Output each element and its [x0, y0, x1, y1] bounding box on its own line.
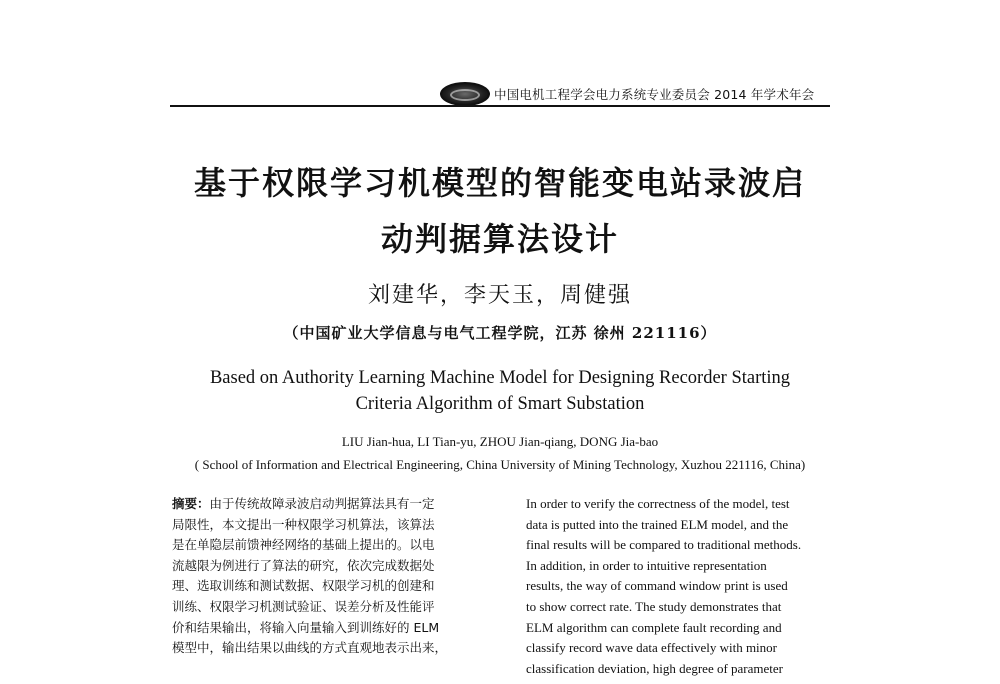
abstract-en-line: results, the way of command window print is used — [526, 578, 788, 594]
abstract-en-line: final results will be compared to traditional methods. — [526, 537, 802, 553]
abstract-zh-line: 局限性，本文提出一种权限学习机算法，该算法 — [172, 516, 435, 532]
abstract-zh-line: 模型中，输出结果以曲线的方式直观地表示出来， — [172, 640, 448, 656]
conference-header — [440, 80, 840, 108]
abstract-en-line: classification deviation, high degree of parameter — [526, 660, 784, 676]
paper-title-en-line2: Criteria Algorithm of Smart Substation — [355, 394, 645, 414]
abstract-en-line: In order to verify the correctness of the model, test — [526, 496, 790, 511]
abstract-zh-line: 是在单隐层前馈神经网络的基础上提出的。以电 — [172, 537, 435, 553]
abstract-zh-line: 理、选取训练和测试数据、权限学习机的创建和 — [172, 578, 435, 594]
abstract-en-line: to show correct rate. The study demonstrates that — [526, 598, 782, 614]
affiliation-en: ( School of Information and Electrical Engineering, China University of Mining Technology, Xuzhou 221116, China) — [194, 457, 806, 472]
abstract-label: 摘要： — [172, 496, 210, 511]
conference-logo-icon — [440, 82, 490, 106]
abstract-en — [526, 494, 834, 679]
abstract-en-line: In addition, in order to intuitive representation — [526, 557, 767, 573]
abstract-zh-line: 训练、权限学习机测试验证、误差分析及性能评 — [172, 598, 435, 614]
abstract-zh-line: 摘要：由于传统故障录波启动判据算法具有一定 — [172, 496, 435, 511]
authors-zh: 刘建华，李天玉，周健强 — [367, 283, 632, 308]
abstract-en-line: data is putted into the trained ELM model, and the — [526, 516, 789, 532]
paper-title-en-line1: Based on Authority Learning Machine Model for Designing Recorder Starting — [209, 368, 791, 388]
conference-name: 中国电机工程学会电力系统专业委员会 2014 年学术年会 — [494, 87, 815, 102]
paper-title-zh-line1: 基于权限学习机模型的智能变电站录波启 — [193, 164, 806, 202]
header-rule — [170, 105, 830, 107]
authors-en: LIU Jian-hua, LI Tian-yu, ZHOU Jian-qiang, DONG Jia-bao — [341, 434, 659, 449]
abstract-zh-line: 流越限为例进行了算法的研究，依次完成数据处 — [172, 557, 435, 573]
abstract-zh — [172, 494, 482, 659]
affiliation-zh: （中国矿业大学信息与电气工程学院，江苏 徐州 221116） — [283, 324, 717, 342]
abstract-en-line: classify record wave data effectively with minor — [526, 640, 777, 656]
abstract-en-line: ELM algorithm can complete fault recording and — [526, 619, 782, 635]
abstract-zh-line: 价和结果输出，将输入向量输入到训练好的 ELM — [172, 619, 440, 635]
paper-title-zh-line2: 动判据算法设计 — [380, 220, 619, 258]
